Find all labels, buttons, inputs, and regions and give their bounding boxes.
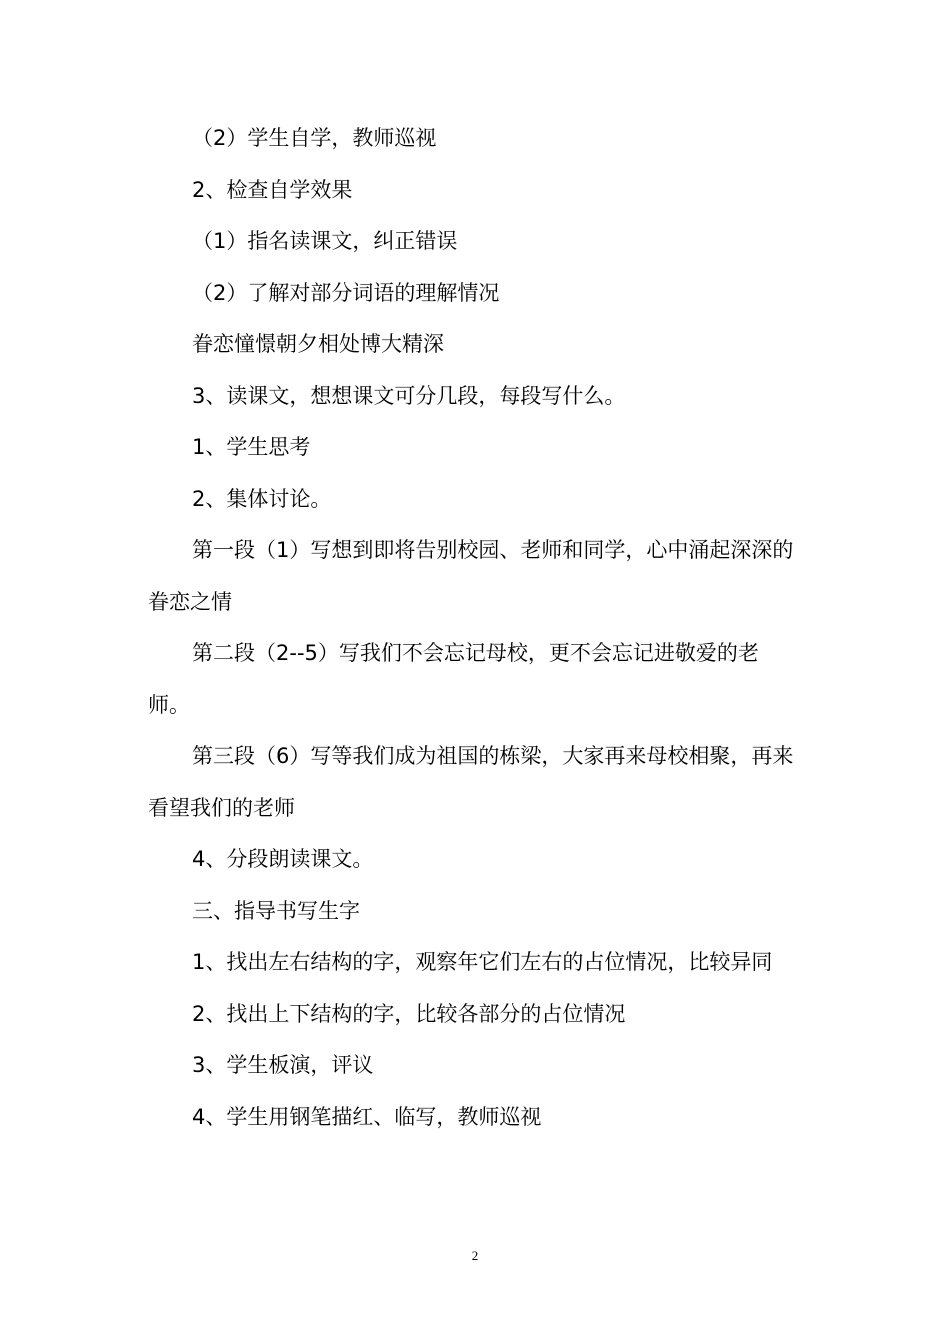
paragraph: 第三段（6）写等我们成为祖国的栋梁，大家再来母校相聚，再来看望我们的老师 <box>148 744 794 820</box>
page-number: 2 <box>471 1248 479 1263</box>
paragraph: 眷恋憧憬朝夕相处博大精深 <box>192 332 444 356</box>
document-body <box>148 113 798 1143</box>
paragraph: 4、分段朗读课文。 <box>192 847 374 871</box>
paragraph: 3、学生板演，评议 <box>192 1053 374 1077</box>
paragraph: 2、集体讨论。 <box>192 486 332 511</box>
paragraph: 1、学生思考 <box>192 435 311 459</box>
paragraph: （1）指名读课文，纠正错误 <box>192 229 458 253</box>
paragraph: （2）了解对部分词语的理解情况 <box>192 280 500 305</box>
paragraph: 4、学生用钢笔描红、临写，教师巡视 <box>192 1104 542 1129</box>
paragraph: 2、找出上下结构的字，比较各部分的占位情况 <box>192 1001 626 1026</box>
paragraph: 2、检查自学效果 <box>192 177 353 202</box>
paragraph: （2）学生自学，教师巡视 <box>192 126 437 150</box>
paragraph: 第二段（2--5）写我们不会忘记母校，更不会忘记进敬爱的老师。 <box>148 641 759 717</box>
paragraph: 第一段（1）写想到即将告别校园、老师和同学，心中涌起深深的眷恋之情 <box>148 538 794 614</box>
paragraph: 1、找出左右结构的字，观察年它们左右的占位情况，比较异同 <box>192 950 773 974</box>
paragraph: 3、读课文，想想课文可分几段，每段写什么。 <box>192 383 626 408</box>
paragraph: 三、指导书写生字 <box>192 898 360 923</box>
